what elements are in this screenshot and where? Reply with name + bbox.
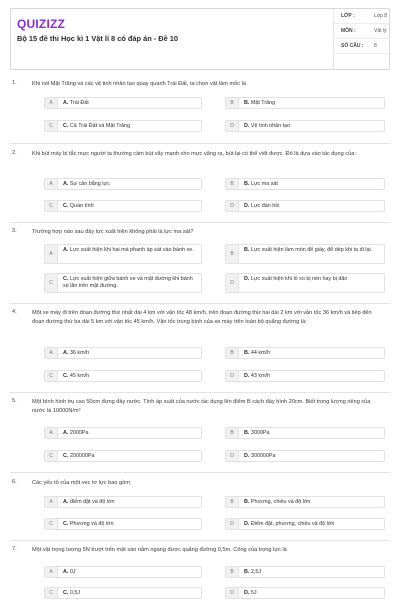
- question-5: [10, 398, 390, 468]
- question-text: Các yếu tố của một vec tơ lực bao gồm: [32, 480, 130, 486]
- meta-value: Vật lý: [374, 28, 387, 34]
- divider: [10, 303, 390, 304]
- meta-row-class: [334, 9, 391, 24]
- option-c[interactable]: C C. Lực xuất hiện giữa bánh xe và mặt đường khi bánh xe lăn trên mặt đường.: [44, 273, 202, 293]
- option-text: 300000Pa: [250, 453, 276, 459]
- option-letter: B: [226, 179, 239, 189]
- meta-row-subject: [334, 24, 391, 39]
- option-d[interactable]: D D. 43 km/h: [225, 370, 385, 382]
- option-letter: D: [226, 201, 239, 211]
- option-letter: A: [45, 179, 58, 189]
- option-letter: B: [226, 245, 239, 263]
- option-d[interactable]: D D. 5J: [225, 587, 385, 599]
- question-number: 7.: [12, 546, 17, 552]
- option-letter: A: [45, 567, 58, 577]
- question-number: 5.: [12, 398, 17, 404]
- question-text: Khi bút máy bị tắc mực người ta thường cầm bút vẩy mạnh cho mực văng ra, bút lại có thể viết được. Đó là dựa vào tác dụng của:: [32, 151, 356, 157]
- option-letter: D: [226, 121, 239, 131]
- option-c[interactable]: C C. Quán tính: [44, 200, 202, 212]
- option-letter: B: [226, 428, 239, 438]
- option-b[interactable]: B B. Lực xuất hiện làm mòn đế giày, để dép khi ta đi lại.: [225, 244, 385, 264]
- question-text: Một bình hình trụ cao 50cm đựng đầy nước. Tính áp suất của nước tác dụng lên điểm B cách đáy bình 20cm. Biết trọng lượng riêng của nước là 10000N/m³: [32, 399, 371, 414]
- option-c[interactable]: C C. Cả Trái Đất và Mặt Trăng: [44, 120, 202, 132]
- option-b[interactable]: B B. 44 km/h: [225, 347, 385, 359]
- question-text: Trường hợp nào sau đây lực xuất hiện không phải là lực ma sát?: [32, 229, 194, 235]
- meta-key: LỚP :: [341, 13, 355, 19]
- question-1: [10, 80, 390, 140]
- question-6: [10, 479, 390, 539]
- option-text: Lực đàn hồi: [250, 203, 280, 209]
- option-c[interactable]: C C. 0,5J: [44, 587, 202, 599]
- document-title: Bộ 15 đề thi Học kì 1 Vật lí 8 có đáp án - Đề 10: [17, 34, 178, 43]
- option-text: điểm đặt và độ lớn: [69, 499, 115, 505]
- question-text: Một vật trọng lượng 5N trượt trên mặt sàn nằm ngang được quãng đường 0,5m. Công của trọng lực là: [32, 547, 287, 553]
- option-b[interactable]: B B. Mặt Trăng: [225, 97, 385, 109]
- option-letter: C: [45, 588, 58, 598]
- option-letter: A: [45, 245, 58, 263]
- option-text: Mặt Trăng: [250, 100, 276, 106]
- divider: [10, 472, 390, 473]
- question-7: [10, 546, 390, 600]
- option-text: 45 km/h: [69, 373, 90, 379]
- option-letter: C: [45, 451, 58, 461]
- option-letter: D: [226, 371, 239, 381]
- option-text: Cả Trái Đất và Mặt Trăng: [69, 123, 131, 129]
- option-c[interactable]: C C. Phương và độ lớn: [44, 518, 202, 530]
- quizizz-logo: QUIZIZZ: [17, 17, 66, 31]
- option-text: 36 km/h: [69, 350, 90, 356]
- option-d[interactable]: D D. Vệ tinh nhân tạo: [225, 120, 385, 132]
- option-letter: A: [45, 428, 58, 438]
- question-2: [10, 150, 390, 220]
- option-a[interactable]: A A. Trái Đất: [44, 97, 202, 109]
- question-3: [10, 228, 390, 303]
- meta-row-count: [334, 39, 391, 54]
- option-text: 3000Pa: [250, 430, 270, 436]
- divider: [10, 222, 390, 223]
- divider: [10, 143, 390, 144]
- meta-key: MÔN :: [341, 28, 356, 34]
- question-number: 1.: [12, 80, 17, 86]
- option-text: 0,5J: [69, 590, 81, 596]
- option-b[interactable]: B B. 3000Pa: [225, 427, 385, 439]
- meta-value: 8: [374, 43, 377, 49]
- option-letter: C: [45, 121, 58, 131]
- divider: [10, 540, 390, 541]
- option-text: Vệ tinh nhân tạo: [250, 123, 291, 129]
- option-text: Lực ma sát: [250, 181, 278, 187]
- option-letter: D: [226, 451, 239, 461]
- option-letter: B: [226, 98, 239, 108]
- question-number: 3.: [12, 228, 17, 234]
- option-letter: A: [45, 348, 58, 358]
- meta-value: Lớp 8: [374, 13, 388, 19]
- option-text: 44 km/h: [250, 350, 271, 356]
- option-text: Phương và độ lớn: [69, 521, 114, 527]
- document-header: [10, 8, 390, 70]
- option-text: Sự cân bằng lực: [69, 181, 110, 187]
- option-a[interactable]: A A. 0J: [44, 566, 202, 578]
- option-text: Lực xuất hiện khi hai má phanh áp sát vào bánh xe.: [69, 247, 194, 253]
- option-text: 200000Pa: [69, 453, 95, 459]
- option-text: Quán tính: [69, 203, 94, 209]
- question-number: 2.: [12, 150, 17, 156]
- option-letter: B: [226, 567, 239, 577]
- question-number: 6.: [12, 479, 17, 485]
- option-b[interactable]: B B. Phương, chiều và độ lớn: [225, 496, 385, 508]
- option-d[interactable]: D D. Lực đàn hồi: [225, 200, 385, 212]
- option-text: Lực xuất hiện giữa bánh xe và mặt đường khi bánh xe lăn trên mặt đường.: [63, 276, 193, 289]
- meta-key: SỐ CÂU :: [341, 43, 364, 49]
- option-d[interactable]: D D. 300000Pa: [225, 450, 385, 462]
- option-text: Lực xuất hiện làm mòn đế giày, để dép khi ta đi lại.: [250, 247, 373, 253]
- option-a[interactable]: A A. Sự cân bằng lực: [44, 178, 202, 190]
- option-letter: B: [226, 348, 239, 358]
- option-d[interactable]: D D. Điểm đặt, phương, chiều và độ lớn: [225, 518, 385, 530]
- question-4: [10, 309, 390, 389]
- option-letter: D: [226, 274, 239, 292]
- option-letter: C: [45, 274, 58, 292]
- option-b[interactable]: B B. 2,5J: [225, 566, 385, 578]
- option-text: Lực xuất hiện khi lò xo bị nén hay bị dãn: [250, 276, 348, 282]
- option-c[interactable]: C C. 200000Pa: [44, 450, 202, 462]
- option-letter: D: [226, 588, 239, 598]
- option-c[interactable]: C C. 45 km/h: [44, 370, 202, 382]
- option-text: 5J: [250, 590, 257, 596]
- option-b[interactable]: B B. Lực ma sát: [225, 178, 385, 190]
- option-letter: B: [226, 497, 239, 507]
- option-text: Trái Đất: [69, 100, 89, 106]
- divider: [10, 392, 390, 393]
- option-text: 2000Pa: [69, 430, 89, 436]
- option-letter: C: [45, 519, 58, 529]
- option-a[interactable]: A A. Lực xuất hiện khi hai má phanh áp sát vào bánh xe.: [44, 244, 202, 264]
- option-letter: C: [45, 371, 58, 381]
- question-number: 4.: [12, 309, 17, 315]
- meta-panel: [333, 9, 390, 69]
- option-text: Điểm đặt, phương, chiều và độ lớn: [250, 521, 335, 527]
- option-text: 2,5J: [250, 569, 262, 575]
- question-text: Một xe máy đi trên đoạn đường thứ nhất dài 4 km với vận tốc 48 km/h, trên đoạn đường thứ hai dài 2 km với vận tốc 36 km/h và tiếp đến đoạn đường thứ ba dài 5 km với vận tốc 45 km/h. Vận tốc trung bình của xe máy trên toàn bộ quãng đường là:: [32, 310, 372, 325]
- option-text: 0J: [69, 569, 76, 575]
- option-letter: C: [45, 201, 58, 211]
- option-a[interactable]: A A. 2000Pa: [44, 427, 202, 439]
- option-a[interactable]: A A. điểm đặt và độ lớn: [44, 496, 202, 508]
- option-letter: A: [45, 98, 58, 108]
- option-text: 43 km/h: [250, 373, 271, 379]
- option-a[interactable]: A A. 36 km/h: [44, 347, 202, 359]
- option-text: Phương, chiều và độ lớn: [250, 499, 311, 505]
- option-d[interactable]: D D. Lực xuất hiện khi lò xo bị nén hay bị dãn: [225, 273, 385, 293]
- question-text: Khi nói Mặt Trăng và các vệ tinh nhân tạo quay quanh Trái Đất, ta chọn vật làm mốc là: [32, 81, 246, 87]
- option-letter: A: [45, 497, 58, 507]
- option-letter: D: [226, 519, 239, 529]
